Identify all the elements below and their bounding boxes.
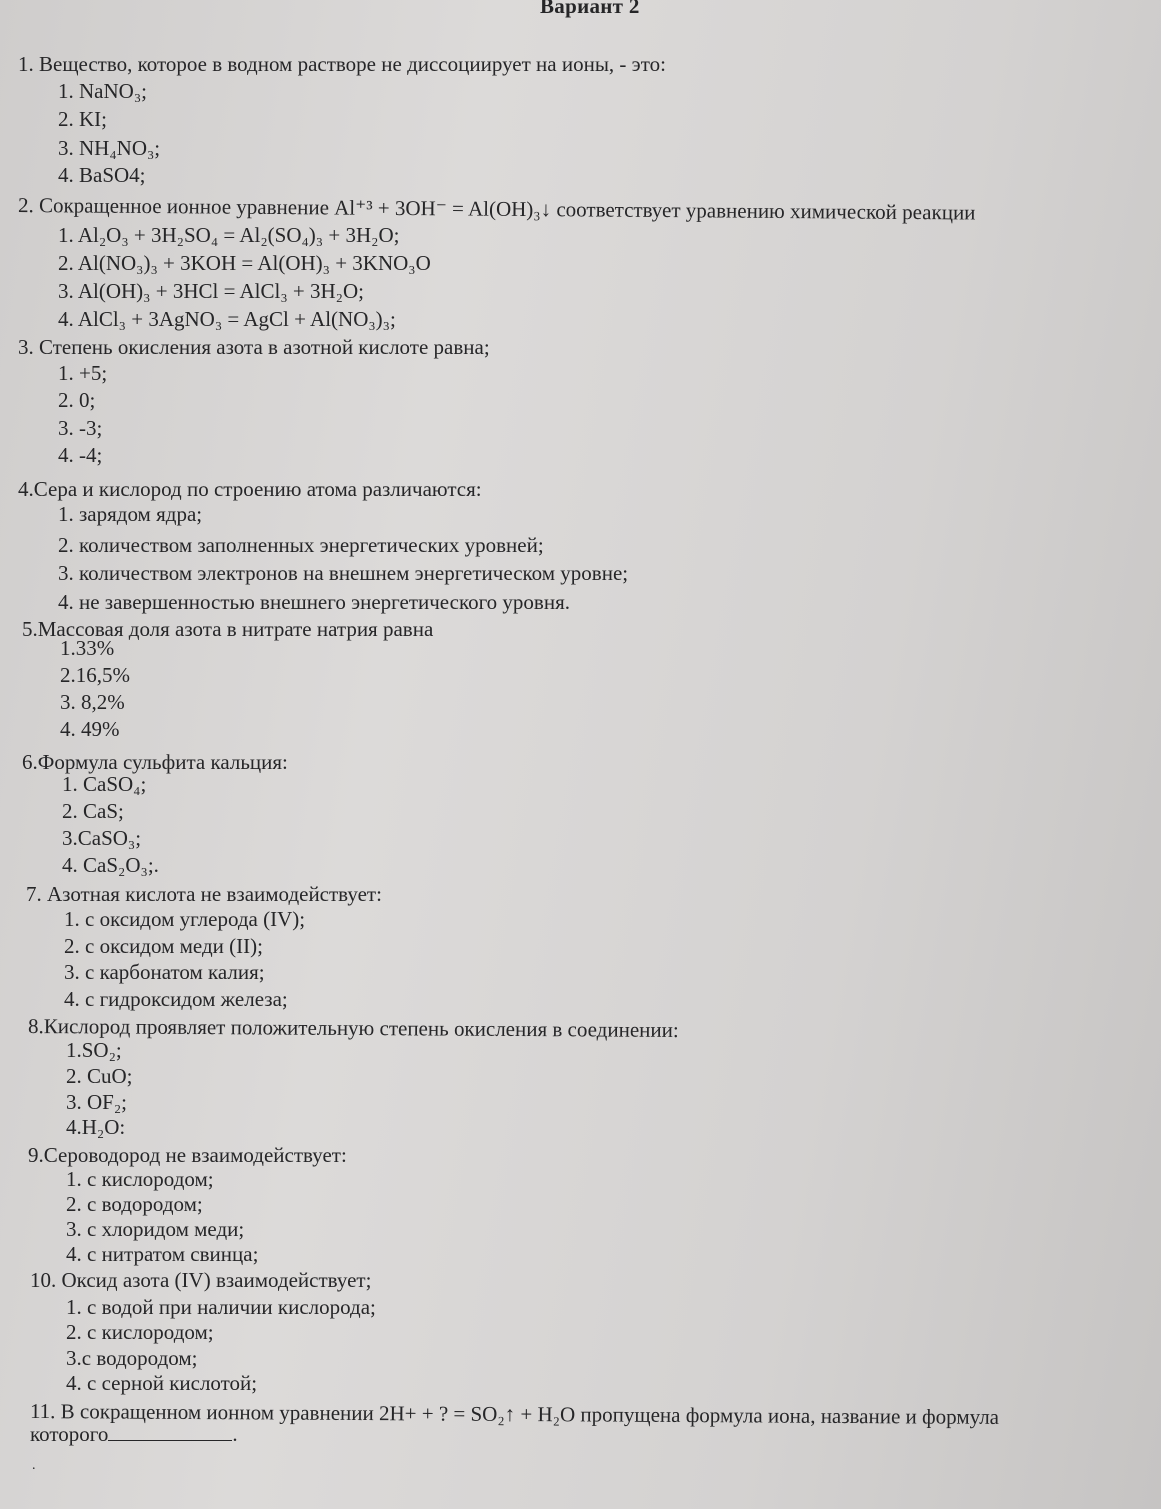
question-9-option-3: 3. с хлоридом меди; — [66, 1217, 245, 1241]
question-5-option-3: 3. 8,2% — [60, 690, 125, 714]
page-title: Вариант 2 — [540, 0, 640, 18]
question-1-option-1: 1. NaNO₃; — [58, 79, 147, 103]
question-11-text: 11. В сокращенном ионном уравнении 2H+ + ? = SO₂↑ + H₂O пропущена формула иона, название и формула — [29, 1399, 1000, 1429]
question-3-option-4: 4. -4; — [58, 443, 103, 467]
question-6-text: 6.Формула сульфита кальция: — [22, 750, 288, 774]
question-9-option-2: 2. с водородом; — [66, 1192, 203, 1216]
question-2-option-1: 1. Al₂O₃ + 3H₂SO₄ = Al₂(SO₄)₃ + 3H₂O; — [58, 223, 400, 247]
question-2-option-2: 2. Al(NO₃)₃ + 3KOH = Al(OH)₃ + 3KNO₃O — [58, 251, 431, 275]
question-1-option-2: 2. KI; — [58, 107, 107, 131]
question-7-option-1: 1. с оксидом углерода (IV); — [64, 907, 306, 931]
question-7-option-4: 4. с гидроксидом железа; — [64, 987, 288, 1011]
question-8-option-4: 4.H₂O: — [66, 1115, 126, 1139]
question-3-text: 3. Степень окисления азота в азотной кислоте равна; — [18, 335, 490, 359]
question-7-option-2: 2. с оксидом меди (II); — [64, 934, 263, 958]
question-8-option-1: 1.SO₂; — [66, 1038, 122, 1062]
question-7-text: 7. Азотная кислота не взаимодействует: — [26, 882, 382, 906]
question-2-text: 2. Сокращенное ионное уравнение Al⁺³ + 3OH⁻ = Al(OH)₃↓ соответствует уравнению химической реакции — [17, 193, 976, 225]
question-10-option-1: 1. с водой при наличии кислорода; — [66, 1295, 376, 1319]
question-10-text: 10. Оксид азота (IV) взаимодействует; — [30, 1268, 372, 1292]
question-3-option-2: 2. 0; — [58, 388, 96, 412]
question-1-option-4: 4. BaSO4; — [58, 163, 146, 187]
question-8-option-2: 2. CuO; — [66, 1064, 133, 1088]
question-4-text: 4.Сера и кислород по строению атома различаются: — [18, 477, 482, 501]
question-8-text: 8.Кислород проявляет положительную степень окисления в соединении: — [27, 1014, 679, 1042]
question-11-continuation-text: которого — [30, 1422, 109, 1446]
question-2-option-3: 3. Al(OH)₃ + 3HCl = AlCl₃ + 3H₂O; — [58, 279, 365, 303]
question-4-option-1: 1. зарядом ядра; — [58, 502, 203, 526]
question-6-option-2: 2. CaS; — [62, 799, 124, 823]
question-6-option-3: 3.CaSO₃; — [62, 826, 142, 850]
question-2-option-4: 4. AlCl₃ + 3AgNO₃ = AgCl + Al(NO₃)₃; — [58, 307, 396, 331]
question-5-option-1: 1.33% — [60, 636, 115, 660]
question-10-option-4: 4. с серной кислотой; — [66, 1371, 258, 1395]
question-4-option-2: 2. количеством заполненных энергетических уровней; — [58, 533, 544, 557]
question-9-option-1: 1. с кислородом; — [66, 1167, 214, 1191]
question-7-option-3: 3. с карбонатом калия; — [64, 960, 265, 984]
question-4-option-4: 4. не завершенностью внешнего энергетического уровня. — [58, 590, 570, 614]
question-11-continuation — [30, 1422, 238, 1446]
question-10-option-3: 3.с водородом; — [66, 1346, 198, 1370]
question-10-option-2: 2. с кислородом; — [66, 1320, 214, 1344]
question-6-option-1: 1. CaSO₄; — [62, 772, 147, 796]
question-1-text: 1. Вещество, которое в водном растворе не диссоциирует на ионы, - это: — [18, 52, 666, 76]
question-1-option-3: 3. NH₄NO₃; — [58, 136, 161, 160]
question-8-option-3: 3. OF₂; — [66, 1090, 128, 1114]
question-5-text: 5.Массовая доля азота в нитрате натрия равна — [22, 617, 434, 641]
question-9-text: 9.Сероводород не взаимодействует: — [28, 1143, 347, 1167]
question-5-option-4: 4. 49% — [60, 717, 120, 741]
question-5-option-2: 2.16,5% — [60, 663, 130, 687]
question-11-end-mark: . — [232, 1422, 238, 1446]
question-3-option-1: 1. +5; — [58, 361, 108, 385]
question-4-option-3: 3. количеством электронов на внешнем энергетическом уровне; — [58, 561, 629, 585]
answer-blank[interactable] — [108, 1422, 232, 1441]
question-3-option-3: 3. -3; — [58, 416, 103, 440]
question-9-option-4: 4. с нитратом свинца; — [66, 1242, 259, 1266]
stray-dot: . — [32, 1458, 36, 1473]
question-6-option-4: 4. CaS₂O₃;. — [62, 853, 159, 877]
